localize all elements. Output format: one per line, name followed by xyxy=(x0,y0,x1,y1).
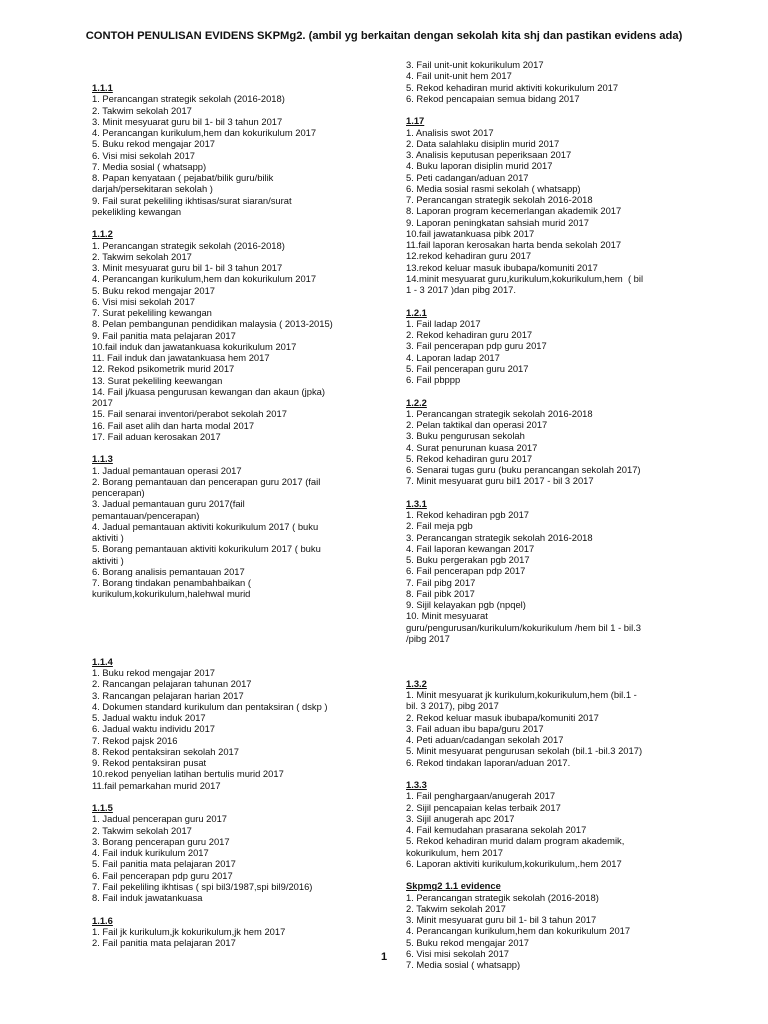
evidence-item: 6. Visi misi sekolah 2017 xyxy=(92,149,196,161)
evidence-item: 8. Laporan program kecemerlangan akademik 2017 xyxy=(406,205,622,217)
evidence-item: 10.fail induk dan jawatankuasa kokurikulum 2017 xyxy=(92,340,297,352)
evidence-item: 4. Fail induk kurikulum 2017 xyxy=(92,847,209,858)
evidence-section xyxy=(92,228,382,442)
evidence-item: 4. Fail laporan kewangan 2017 xyxy=(406,542,535,554)
evidence-item: 4. Fail kemudahan prasarana sekolah 2017 xyxy=(406,824,587,835)
section-heading: 1.1.1 xyxy=(92,82,113,93)
evidence-item: 4. Perancangan kurikulum,hem dan kokurikulum 2017 xyxy=(92,127,317,138)
evidence-item: 2. Takwim sekolah 2017 xyxy=(92,824,192,836)
evidence-item: 3. Rancangan pelajaran harian 2017 xyxy=(92,689,244,701)
evidence-section xyxy=(92,611,382,645)
evidence-item: 3. Sijil anugerah apc 2017 xyxy=(406,812,515,824)
evidence-item: 4. Peti aduan/cadangan sekolah 2017 xyxy=(406,734,564,745)
evidence-item: 2. Rancangan pelajaran tahunan 2017 xyxy=(92,678,252,690)
evidence-section xyxy=(406,115,696,295)
page-number: 1 xyxy=(380,951,388,963)
evidence-item: 3. Minit mesyuarat guru bil 1- bil 3 tahun 2017 xyxy=(92,115,283,127)
evidence-item: 17. Fail aduan kerosakan 2017 xyxy=(92,430,221,442)
evidence-section xyxy=(92,656,382,791)
evidence-item: 7. Media sosial ( whatsapp) xyxy=(406,959,521,970)
evidence-item xyxy=(406,655,696,666)
evidence-item: 1. Analisis swot 2017 xyxy=(406,126,494,138)
evidence-section xyxy=(406,779,696,869)
evidence-item: 4. Perancangan kurikulum,hem dan kokurikulum 2017 xyxy=(92,273,317,285)
evidence-item: 2. Data salahlaku disiplin murid 2017 xyxy=(406,137,560,149)
evidence-section xyxy=(406,678,696,768)
evidence-item: 14. Fail j/kuasa pengurusan kewangan dan akaun (jpka) 2017 xyxy=(92,385,325,408)
evidence-item: 5. Borang pemantauan aktiviti kokurikulum 2017 ( buku aktiviti ) xyxy=(92,543,321,566)
evidence-item: 9. Rekod pentaksiran pusat xyxy=(92,757,207,768)
evidence-item: 7. Fail pekeliling ikhtisas ( spi bil3/1987,spi bil9/2016) xyxy=(92,880,313,892)
evidence-item: 9. Fail surat pekeliling ikhtisas/surat siaran/surat pekelikling kewangan xyxy=(92,194,292,217)
evidence-item: 6. Visi misi sekolah 2017 xyxy=(406,947,510,959)
evidence-item: 11. Fail induk dan jawatankuasa hem 2017 xyxy=(92,352,270,363)
evidence-item: 4. Laporan ladap 2017 xyxy=(406,351,500,363)
evidence-item: 6. Media sosial rasmi sekolah ( whatsapp) xyxy=(406,182,581,194)
evidence-item: 5. Fail panitia mata pelajaran 2017 xyxy=(92,858,236,870)
section-heading: 1.3.2 xyxy=(406,677,427,689)
section-heading: 1.2.2 xyxy=(406,396,427,408)
section-heading: Skpmg2 1.1 evidence xyxy=(406,880,501,892)
evidence-item: 12.rekod kehadiran guru 2017 xyxy=(406,250,532,262)
section-heading: 1.2.1 xyxy=(406,306,427,318)
evidence-item: 7. Perancangan strategik sekolah 2016-2018 xyxy=(406,194,593,205)
evidence-item: 2. Rekod keluar masuk ibubapa/komuniti 2017 xyxy=(406,711,599,723)
evidence-item: 8. Fail pibk 2017 xyxy=(406,587,475,599)
evidence-item: 2. Takwim sekolah 2017 xyxy=(92,104,192,116)
document-title: CONTOH PENULISAN EVIDENS SKPMg2. (ambil yg berkaitan dengan sekolah kita shj dan pastikan evidens ada) xyxy=(85,30,683,42)
evidence-section xyxy=(92,82,382,217)
evidence-item: 14.minit mesyuarat guru,kurikulum,kokurikulum,hem ( bil 1 - 3 2017 )dan pibg 2017. xyxy=(406,272,644,295)
evidence-item: 4. Jadual pemantauan aktiviti kokurikulum 2017 ( buku aktiviti ) xyxy=(92,520,319,543)
evidence-item: 2. Sijil pencapaian kelas terbaik 2017 xyxy=(406,801,561,813)
evidence-item: 10.fail jawatankuasa pibk 2017 xyxy=(406,227,535,239)
evidence-item: 6. Laporan aktiviti kurikulum,kokurikulum,.hem 2017 xyxy=(406,857,622,869)
evidence-item: 7. Minit mesyuarat guru bil1 2017 - bil 3 2017 xyxy=(406,475,594,487)
evidence-item: 1. Buku rekod mengajar 2017 xyxy=(92,667,215,678)
evidence-item: 2. Fail meja pgb xyxy=(406,520,473,532)
left-column xyxy=(92,82,382,960)
evidence-item: 2. Fail panitia mata pelajaran 2017 xyxy=(92,937,236,948)
section-heading: 1.3.3 xyxy=(406,779,427,790)
evidence-item: 7. Borang tindakan penambahbaikan ( kurikulum,kokurikulum,halehwal murid xyxy=(92,577,251,600)
evidence-item: 6. Fail pencerapan pdp 2017 xyxy=(406,565,526,577)
section-heading: 1.1.2 xyxy=(92,228,113,240)
evidence-section xyxy=(92,915,382,949)
evidence-item: 3. Minit mesyuarat guru bil 1- bil 3 tahun 2017 xyxy=(92,262,283,273)
evidence-item: 5. Buku pergerakan pgb 2017 xyxy=(406,554,530,565)
evidence-item: 13.rekod keluar masuk ibubapa/komuniti 2017 xyxy=(406,261,598,273)
evidence-item: 5. Buku rekod mengajar 2017 xyxy=(92,284,215,296)
evidence-item: 3. Fail aduan ibu bapa/guru 2017 xyxy=(406,722,544,734)
evidence-item: 4. Fail unit-unit hem 2017 xyxy=(406,70,512,82)
evidence-item: 6. Fail pbppp xyxy=(406,374,461,385)
evidence-item: 5. Jadual waktu induk 2017 xyxy=(92,712,206,723)
section-heading: 1.1.4 xyxy=(92,655,113,667)
evidence-item: 6. Jadual waktu individu 2017 xyxy=(92,723,216,735)
evidence-item: 5. Rekod kehadiran guru 2017 xyxy=(406,452,533,464)
evidence-item: 5. Fail pencerapan guru 2017 xyxy=(406,362,529,374)
evidence-item: 3. Minit mesyuarat guru bil 1- bil 3 tahun 2017 xyxy=(406,914,597,925)
evidence-item: 1. Rekod kehadiran pgb 2017 xyxy=(406,509,530,520)
evidence-item: 4. Surat penurunan kuasa 2017 xyxy=(406,441,538,453)
evidence-item: 9. Laporan peningkatan sahsiah murid 2017 xyxy=(406,216,589,228)
evidence-item: 5. Rekod kehadiran murid aktiviti kokurikulum 2017 xyxy=(406,81,619,93)
evidence-item: 13. Surat pekeliling keewangan xyxy=(92,374,223,386)
evidence-item: 6. Borang analisis pemantauan 2017 xyxy=(92,565,245,577)
evidence-section xyxy=(92,802,382,903)
evidence-item: 7. Rekod pajsk 2016 xyxy=(92,734,178,746)
evidence-item: 3. Perancangan strategik sekolah 2016-2018 xyxy=(406,531,593,543)
evidence-item: 1. Minit mesyuarat jk kurikulum,kokurikulum,hem (bil.1 - bil. 3 2017), pibg 2017 xyxy=(406,689,637,712)
evidence-item: 11.fail laporan kerosakan harta benda sekolah 2017 xyxy=(406,239,622,250)
evidence-item: 2. Takwim sekolah 2017 xyxy=(92,250,192,262)
evidence-item xyxy=(92,633,382,644)
evidence-item: 3. Fail pencerapan pdp guru 2017 xyxy=(406,340,547,352)
evidence-item: 4. Perancangan kurikulum,hem dan kokurikulum 2017 xyxy=(406,925,631,937)
section-heading: 1.1.5 xyxy=(92,802,113,813)
evidence-item: 6. Rekod tindakan laporan/aduan 2017. xyxy=(406,756,571,768)
evidence-section xyxy=(406,59,696,104)
evidence-item: 12. Rekod psikometrik murid 2017 xyxy=(92,363,235,375)
evidence-item: 3. Fail unit-unit kokurikulum 2017 xyxy=(406,59,544,70)
evidence-item xyxy=(92,622,382,633)
evidence-item: 7. Fail pibg 2017 xyxy=(406,576,476,588)
evidence-item: 1. Fail ladap 2017 xyxy=(406,317,481,329)
evidence-item: 6. Visi misi sekolah 2017 xyxy=(92,295,196,307)
evidence-item: 1. Fail jk kurikulum,jk kokurikulum,jk hem 2017 xyxy=(92,925,286,937)
evidence-item: 7. Surat pekeliling kewangan xyxy=(92,307,212,318)
section-heading: 1.1.6 xyxy=(92,914,113,926)
evidence-item: 5. Rekod kehadiran murid dalam program akademik, kokurikulum, hem 2017 xyxy=(406,835,625,858)
evidence-item: 2. Pelan taktikal dan operasi 2017 xyxy=(406,419,548,430)
evidence-item: 9. Fail panitia mata pelajaran 2017 xyxy=(92,329,236,341)
evidence-section xyxy=(92,453,382,599)
section-heading: 1.3.1 xyxy=(406,497,427,509)
evidence-item: 1. Perancangan strategik sekolah 2016-2018 xyxy=(406,407,593,419)
evidence-item: 8. Pelan pembangunan pendidikan malaysia ( 2013-2015) xyxy=(92,318,333,330)
evidence-item: 4. Dokumen standard kurikulum dan pentaksiran ( dskp ) xyxy=(92,700,328,712)
evidence-item: 3. Borang pencerapan guru 2017 xyxy=(92,835,230,847)
evidence-item: 7. Media sosial ( whatsapp) xyxy=(92,160,207,172)
evidence-item: 8. Papan kenyataan ( pejabat/bilik guru/bilik darjah/persekitaran sekolah ) xyxy=(92,172,274,195)
evidence-item: 8. Rekod pentaksiran sekolah 2017 xyxy=(92,745,239,757)
evidence-item: 6. Fail pencerapan pdp guru 2017 xyxy=(92,869,233,881)
evidence-item: 5. Minit mesyuarat pengurusan sekolah (bil.1 -bil.3 2017) xyxy=(406,745,643,757)
evidence-section xyxy=(406,397,696,487)
evidence-item: 4. Buku laporan disiplin murid 2017 xyxy=(406,160,553,172)
evidence-section xyxy=(406,498,696,644)
evidence-item: 2. Rekod kehadiran guru 2017 xyxy=(406,329,533,340)
evidence-item: 2. Borang pemantauan dan pencerapan guru 2017 (fail pencerapan) xyxy=(92,475,321,498)
section-heading: 1.1.3 xyxy=(92,453,113,465)
evidence-item: 6. Senarai tugas guru (buku perancangan sekolah 2017) xyxy=(406,464,641,475)
evidence-item xyxy=(92,611,382,622)
section-heading: 1.17 xyxy=(406,115,425,127)
evidence-item: 11.fail pemarkahan murid 2017 xyxy=(92,779,221,791)
evidence-item: 1. Perancangan strategik sekolah (2016-2018) xyxy=(92,93,285,105)
evidence-item: 5. Buku rekod mengajar 2017 xyxy=(92,138,215,150)
evidence-item: 8. Fail induk jawatankuasa xyxy=(92,892,203,903)
evidence-section xyxy=(406,655,696,666)
evidence-item: 15. Fail senarai inventori/perabot sekolah 2017 xyxy=(92,408,287,420)
evidence-item: 1. Fail penghargaan/anugerah 2017 xyxy=(406,790,556,802)
evidence-item: 3. Buku pengurusan sekolah xyxy=(406,430,525,442)
evidence-item: 1. Jadual pencerapan guru 2017 xyxy=(92,813,228,825)
evidence-item: 6. Rekod pencapaian semua bidang 2017 xyxy=(406,92,580,104)
evidence-item: 1. Jadual pemantauan operasi 2017 xyxy=(92,464,242,476)
evidence-item: 16. Fail aset alih dan harta modal 2017 xyxy=(92,419,255,431)
evidence-item: 1. Perancangan strategik sekolah (2016-2018) xyxy=(92,239,285,251)
evidence-item: 10.rekod penyelian latihan bertulis murid 2017 xyxy=(92,768,284,780)
evidence-item: 9. Sijil kelayakan pgb (npqel) xyxy=(406,599,526,610)
evidence-section xyxy=(406,307,696,386)
evidence-item: 5. Peti cadangan/aduan 2017 xyxy=(406,171,529,183)
evidence-item: 2. Takwim sekolah 2017 xyxy=(406,902,506,914)
evidence-item: 3. Analisis keputusan peperiksaan 2017 xyxy=(406,149,572,160)
evidence-item: 1. Perancangan strategik sekolah (2016-2018) xyxy=(406,891,599,903)
right-column xyxy=(406,59,696,982)
evidence-item: 10. Minit mesyuarat guru/pengurusan/kurikulum/kokurikulum /hem bil 1 - bil.3 /pibg 2017 xyxy=(406,610,642,644)
evidence-item: 5. Buku rekod mengajar 2017 xyxy=(406,936,529,948)
evidence-item: 3. Jadual pemantauan guru 2017(fail pemantauan/pencerapan) xyxy=(92,498,245,521)
